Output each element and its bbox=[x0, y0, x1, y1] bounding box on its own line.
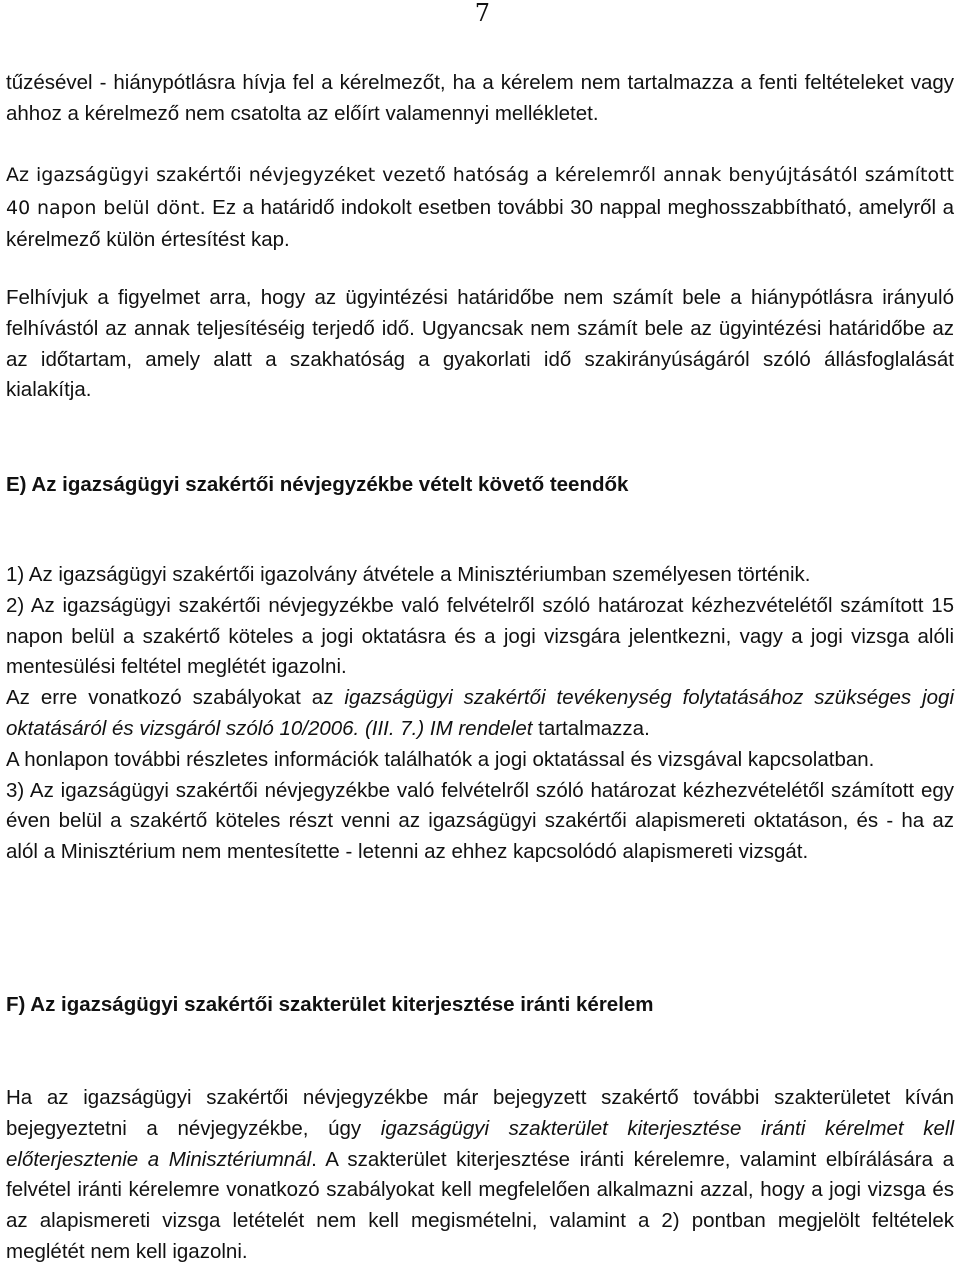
regulation-title: igazságügyi szakértői tevékenység folytatásához szükséges jogi oktatásáról és vizsgáról szóló 10/2006. (III. 7.) IM rendelet bbox=[6, 686, 954, 740]
paragraph-e4: A honlapon további részletes információk találhatók a jogi oktatással és vizsgával kapcsolatban. bbox=[6, 747, 875, 771]
paragraph-e1: 1) Az igazságügyi szakértői igazolvány átvétele a Minisztériumban személyesen történik. bbox=[6, 563, 811, 586]
paragraph-hianypotlas: tűzésével - hiánypótlásra hívja fel a kérelmezőt, ha a kérelem nem tartalmazza a fenti feltételeket vagy ahhoz a kérelmező nem csatolta az előírt valamennyi mellékletet. bbox=[6, 71, 954, 125]
paragraph-f1-part3: . A szakterület kiterjesztése iránti kérelemre, valamint elbírálására a felvétel iránti kérelemre vonatkozó szabályokat kell megfelelően alkalmazni azzal, hogy a jogi vizsga és az alapismereti vizsga letételét nem kell megismételni, valamint a 2) pontban megjelölt feltételek meglétét nem kell igazolni. bbox=[6, 1147, 954, 1263]
paragraph-f1 bbox=[6, 1083, 954, 1268]
paragraph-ugyintezes: Felhívjuk a figyelmet arra, hogy az ügyintézési határidőbe nem számít bele a hiánypótlásra irányuló felhívástól az annak teljesítéséig terjedő idő. Ugyancsak nem számít bele az ügyintézési határidőbe az az időtartam, amely alatt a szakhatóság a gyakorlati idő szakirányúságáról szóló állásfoglalását kialakítja. bbox=[6, 286, 954, 402]
paragraph-e3 bbox=[6, 683, 954, 745]
section-e-body bbox=[6, 560, 954, 868]
paragraph-f1-part1: Ha az igazságügyi szakértői névjegyzékbe már bejegyzett szakértő további szakterületet kíván bejegyeztetni a névjegyzékbe, úgy bbox=[6, 1086, 954, 1140]
page-number: 7 bbox=[474, 0, 490, 27]
paragraph-f1-italic: igazságügyi szakterület kiterjesztése iránti kérelmet kell előterjesztenie a Minisztériumnál bbox=[6, 1116, 954, 1171]
paragraph-e2: 2) Az igazságügyi szakértői névjegyzékbe való felvételről szóló határozat kézhezvételétől számított 15 napon belül a szakértő köteles a jogi oktatásra és a jogi vizsgára jelentkezni, vagy a jogi vizsga alóli mentesülési feltétel meglétét igazolni. bbox=[6, 593, 954, 679]
paragraph-e3-part3: tartalmazza. bbox=[532, 716, 650, 740]
paragraph-hatarido-part2: Ez a határidő indokolt esetben további 30 nappal meghosszabbítható, amelyről a kérelmező külön értesítést kap. bbox=[6, 195, 954, 251]
paragraph-hatarido bbox=[6, 160, 954, 257]
paragraph-e5: 3) Az igazságügyi szakértői névjegyzékbe való felvételről szóló határozat kézhezvételétől számított egy éven belül a szakértő köteles részt venni az igazságügyi szakértői alapismereti oktatáson, és - ha az alól a Minisztérium nem mentesítette - letenni az ehhez kapcsolódó alapismereti vizsgát. bbox=[6, 778, 954, 864]
paragraph-hatarido-part1: Az igazságügyi szakértői névjegyzéket vezető hatóság a kérelemről annak benyújtásától számított 40 napon belül dönt. bbox=[6, 164, 954, 219]
paragraph-e3-part1: Az erre vonatkozó szabályokat az bbox=[6, 686, 345, 710]
heading-section-e: E) Az igazságügyi szakértői névjegyzékbe vételt követő teendők bbox=[6, 473, 629, 496]
heading-section-f: F) Az igazságügyi szakértői szakterület kiterjesztése iránti kérelem bbox=[6, 993, 654, 1016]
